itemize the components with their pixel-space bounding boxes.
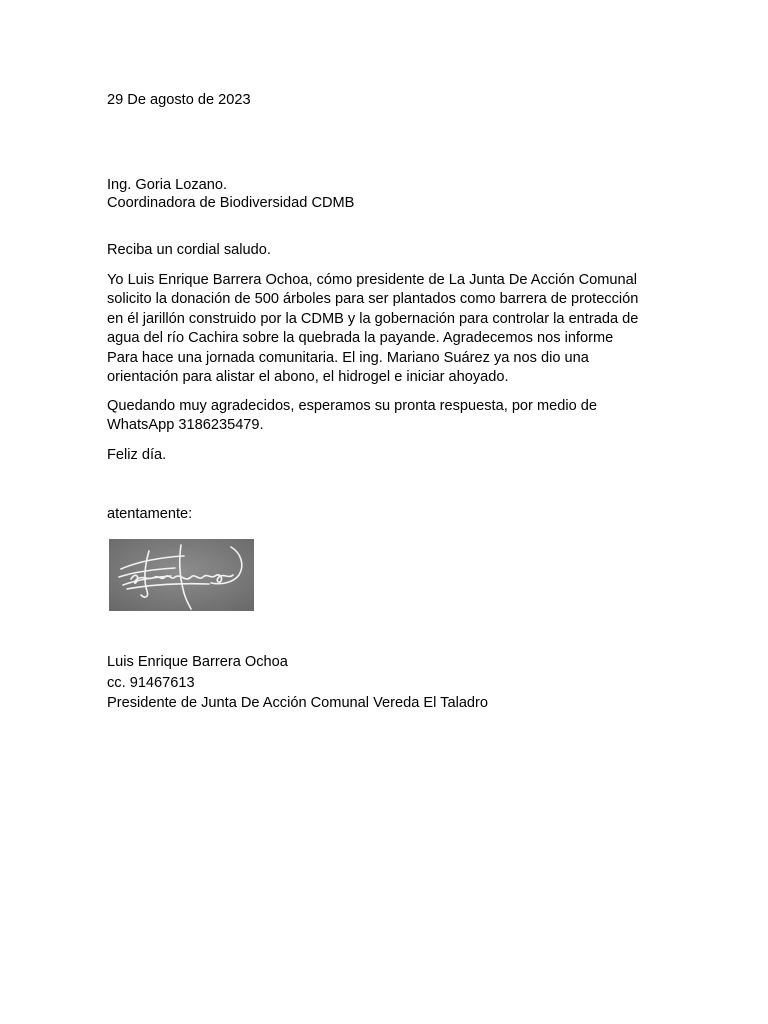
signature-drawing	[109, 539, 254, 611]
body-line: Yo Luis Enrique Barrera Ochoa, cómo presidente de La Junta De Acción Comunal	[107, 272, 638, 288]
thanks-paragraph	[107, 397, 667, 436]
handwritten-signature-icon	[109, 539, 254, 611]
body-line: Para hace una jornada comunitaria. El ing. Mariano Suárez ya nos dio una	[107, 349, 589, 366]
recipient-title: Coordinadora de Biodiversidad CDMB	[107, 195, 355, 211]
thanks-line: WhatsApp 3186235479.	[107, 417, 264, 434]
greeting: Reciba un cordial saludo.	[107, 242, 271, 258]
signer-role: Presidente de Junta De Acción Comunal Vereda El Taladro	[107, 695, 489, 711]
body-line: agua del río Cachira sobre la quebrada la payande. Agradecemos nos informe	[107, 330, 614, 347]
recipient-name: Ing. Goria Lozano.	[107, 177, 228, 193]
signer-id: cc. 91467613	[107, 675, 195, 691]
body-line: solicito la donación de 500 árboles para ser plantados como barrera de protección	[107, 291, 639, 308]
body-line: orientación para alistar el abono, el hidrogel e iniciar ahoyado.	[107, 369, 509, 386]
body-line: en él jarillón construido por la CDMB y la gobernación para controlar la entrada de	[107, 310, 639, 327]
signer-name: Luis Enrique Barrera Ochoa	[107, 654, 288, 670]
letter-date: 29 De agosto de 2023	[107, 92, 251, 108]
thanks-line: Quedando muy agradecidos, esperamos su pronta respuesta, por medio de	[107, 398, 597, 414]
body-paragraph	[107, 271, 667, 387]
closing-wish: Feliz día.	[107, 447, 167, 463]
closing: atentamente:	[107, 506, 193, 522]
